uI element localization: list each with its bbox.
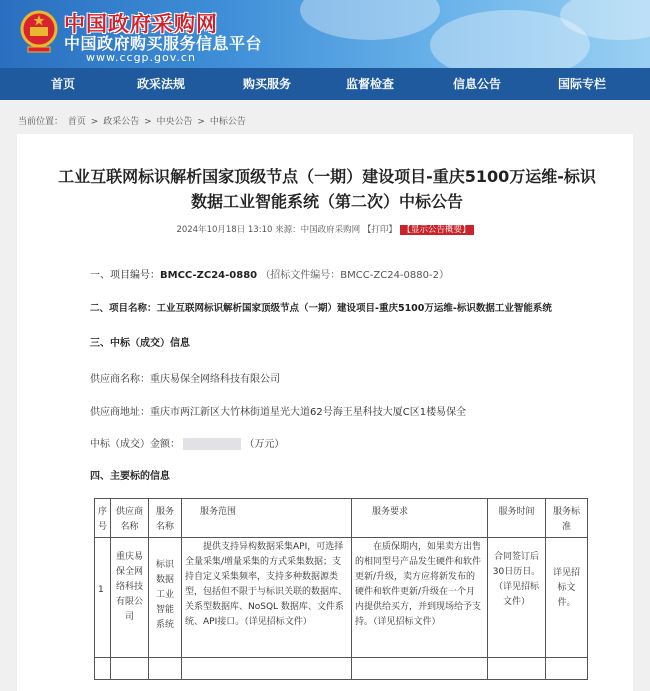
cell-empty [352,658,488,680]
award-amount-row [90,435,284,450]
print-link[interactable]: 【打印】 [362,225,397,235]
header-cell-supplier: 供应商名称 [111,499,149,538]
cell-standard: 详见招标文件。 [546,538,588,658]
main-nav [0,68,650,100]
cell-empty [111,658,149,680]
supplier-name-value: 重庆易保全网络科技有限公司 [150,374,280,385]
table-row-empty [95,658,588,680]
breadcrumb-item-procurement[interactable]: 政采公告 [103,117,140,127]
show-summary-button[interactable]: 【显示公告概要】 [400,225,474,235]
tender-doc-number: （招标文件编号：BMCC-ZC24-0880-2） [260,270,449,281]
supplier-name-row [90,370,280,385]
breadcrumb-item-central[interactable]: 中央公告 [156,117,193,127]
article-meta [17,223,633,235]
cell-time: 合同签订后30日历日。（详见招标文件） [488,538,546,658]
breadcrumb-separator: > [90,117,99,127]
table-row [95,538,588,658]
award-amount-unit: （万元） [244,439,285,450]
header-cell-requirement: 服务要求 [352,499,488,538]
supplier-address-row [90,403,466,418]
page-title: 工业互联网标识解析国家顶级节点（一期）建设项目-重庆5100万运维-标识数据工业智能系统（第二次）中标公告 [58,167,596,211]
header-cell-standard: 服务标准 [546,499,588,538]
site-url: www.ccgp.gov.cn [86,51,196,64]
table-header-row [95,499,588,538]
cell-empty [182,658,352,680]
header-cell-service: 服务名称 [149,499,182,538]
award-amount-redacted [183,438,241,450]
nav-item-supervision[interactable]: 监督检查 [346,77,395,91]
cell-empty [488,658,546,680]
nav-item-purchase-services[interactable]: 购买服务 [243,77,292,91]
source-label: 来源：中国政府采购网 [275,225,361,235]
project-name-value: 工业互联网标识解析国家顶级节点（一期）建设项目-重庆5100万运维-标识数据工业智能系统 [156,303,552,314]
cell-service: 标识数据工业智能系统 [149,538,182,658]
publish-date: 2024年10月18日 13:10 [176,225,273,235]
project-number-label: 一、项目编号： [90,270,160,281]
header-cell-no: 序号 [95,499,111,538]
cell-no: 1 [95,538,111,658]
header-cell-scope: 服务范围 [182,499,352,538]
breadcrumb-separator: > [144,117,152,127]
section-project-name [90,300,552,314]
supplier-address-label: 供应商地址： [90,407,150,418]
cell-empty [546,658,588,680]
site-name[interactable]: 中国政府采购网 [64,12,218,36]
header-banner [0,0,650,68]
site-subtitle: 中国政府购买服务信息平台 [64,34,263,53]
project-name-label: 二、项目名称： [90,303,157,314]
header-cell-time: 服务时间 [488,499,546,538]
section-main-items: 四、主要标的信息 [90,471,170,482]
supplier-name-label: 供应商名称： [90,374,150,385]
nav-item-announcements[interactable]: 信息公告 [453,77,502,91]
items-table [94,498,588,680]
cell-scope: 提供支持异构数据采集API，可选择全量采集/增量采集的方式采集数据；支持自定义采集频率，支持多种数据源类型，包括但不限于与标识关联的数据库、关系型数据库、NoSQL 数据库、文件系统、API接口。（详见招标文件） [182,538,352,658]
nav-item-international[interactable]: 国际专栏 [558,77,607,91]
section-award-info: 三、中标（成交）信息 [90,338,190,349]
supplier-address-value: 重庆市两江新区大竹林街道星光大道62号海王星科技大厦C区1楼易保全 [150,407,467,418]
nav-item-regulations[interactable]: 政采法规 [137,77,186,91]
national-emblem-icon[interactable] [20,9,58,55]
cell-empty [95,658,111,680]
award-amount-label: 中标（成交）金额： [90,439,180,450]
cell-supplier: 重庆易保全网络科技有限公司 [111,538,149,658]
breadcrumb-item-award[interactable]: 中标公告 [209,117,246,127]
breadcrumb-item-home[interactable]: 首页 [67,117,86,127]
project-number-value: BMCC-ZC24-0880 [160,270,258,281]
article-panel [17,134,633,691]
nav-item-home[interactable]: 首页 [51,77,76,91]
cell-empty [149,658,182,680]
breadcrumb-prefix: 当前位置： [18,117,64,127]
cell-requirement: 在质保期内，如果卖方出售的相同型号产品发生硬件和软件更新/升级，卖方应将新发布的硬件和软件更新/升级在一个月内提供给买方，并到现场给予支持。（详见招标文件） [352,538,488,658]
banner-cloud [300,0,440,40]
breadcrumb [18,114,248,127]
breadcrumb-separator: > [197,117,205,127]
section-project-number [90,266,449,281]
